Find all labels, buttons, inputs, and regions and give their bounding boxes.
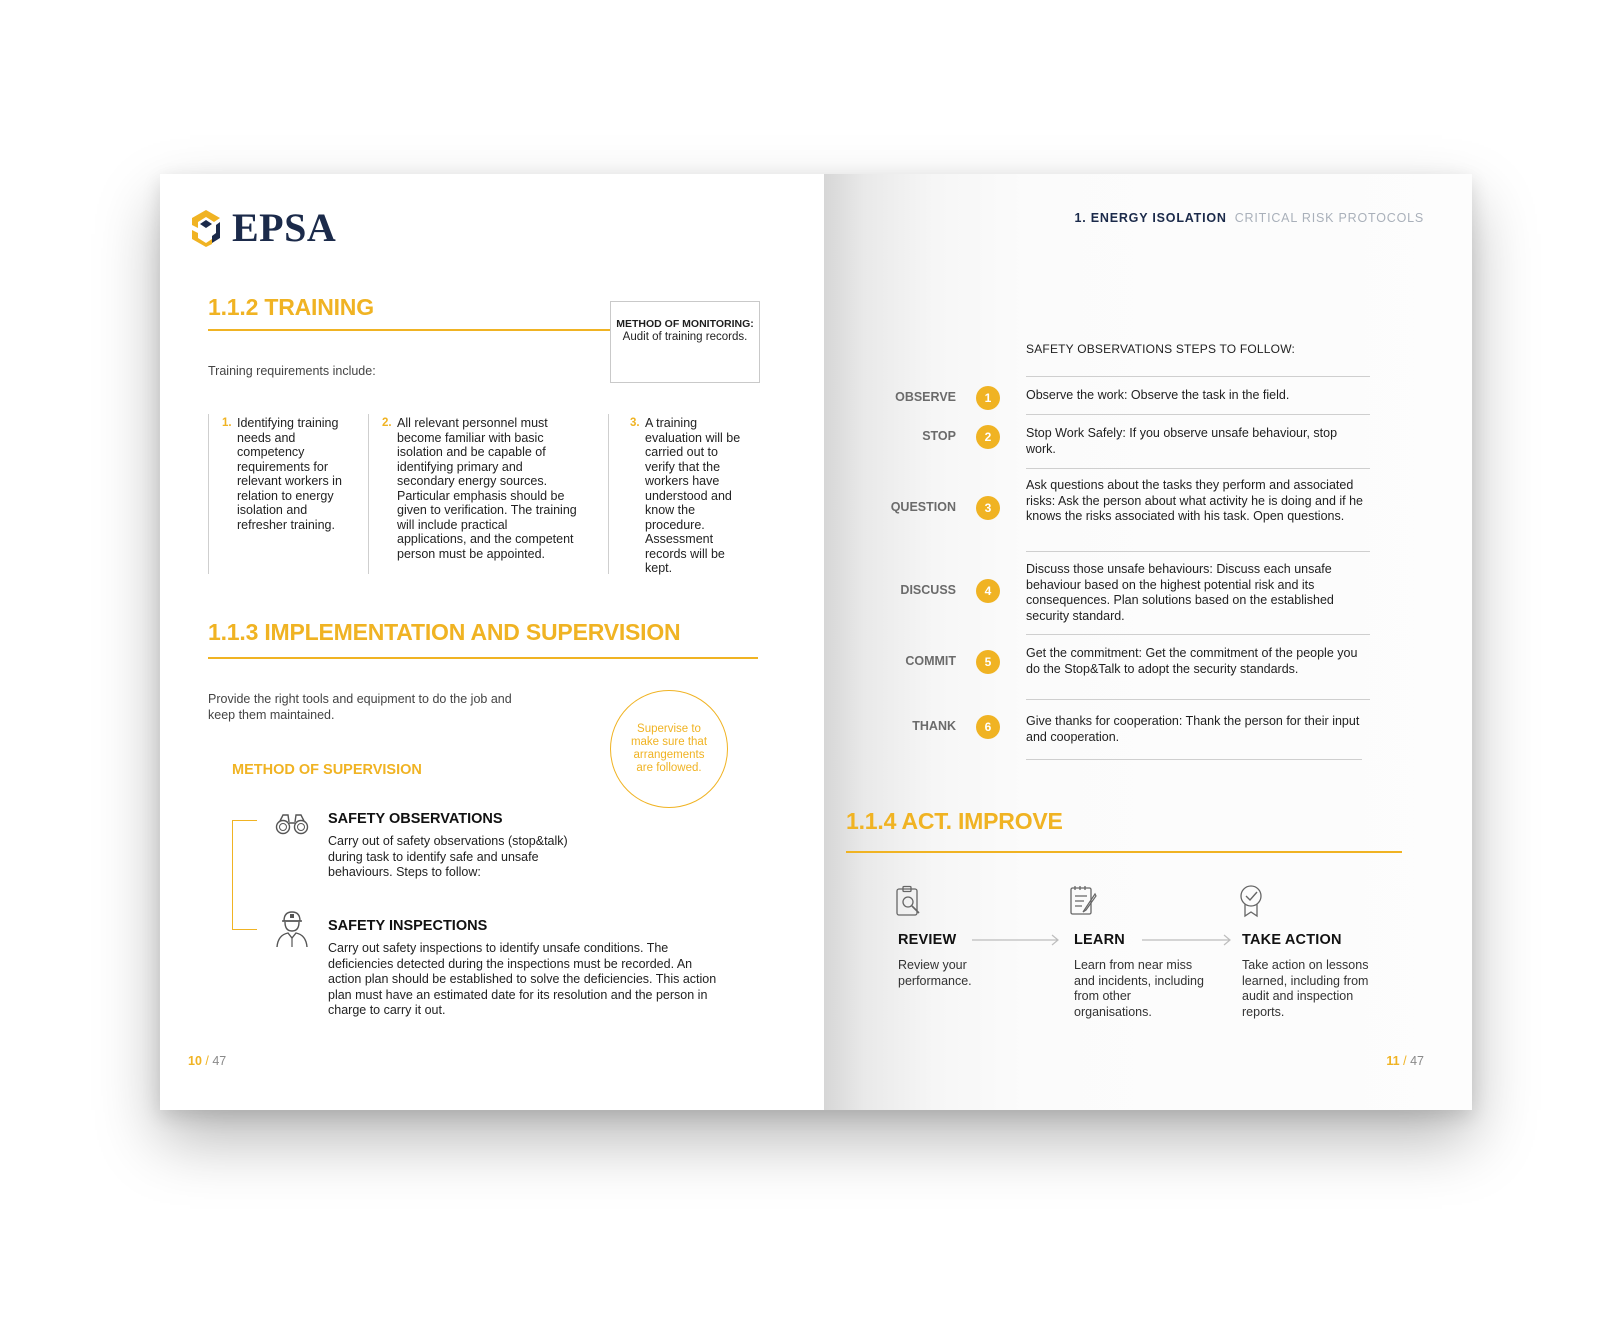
epsa-logo-icon — [186, 208, 226, 248]
step-number-badge: 6 — [976, 715, 1000, 739]
training-title: 1.1.2 TRAINING — [208, 294, 374, 320]
arrow-right-icon — [972, 934, 1062, 946]
step-number-badge: 3 — [976, 496, 1000, 520]
act-improve-underline — [846, 851, 1402, 853]
step-divider — [1026, 551, 1370, 552]
step-label-thank: THANK — [912, 719, 956, 733]
arrow-right-icon — [1142, 934, 1234, 946]
steps-heading: SAFETY OBSERVATIONS STEPS TO FOLLOW: — [1026, 342, 1296, 356]
step-text-observe: Observe the work: Observe the task in the field. — [1026, 388, 1290, 402]
item-text: Identifying training needs and competency requirements for relevant workers in relation to energy isolation and refresher training. — [237, 416, 342, 532]
implementation-title: 1.1.3 IMPLEMENTATION AND SUPERVISION — [208, 619, 681, 645]
step-label-commit: COMMIT — [905, 654, 956, 668]
column-divider — [208, 414, 209, 574]
right-page — [824, 174, 1472, 1110]
page-number-left — [188, 1054, 226, 1068]
award-badge-icon — [1236, 884, 1266, 918]
step-text-commit: Get the commitment: Get the commitment of the people you do the Stop&Talk to adopt the security standards. — [1026, 646, 1358, 676]
total-pages: 47 — [212, 1054, 227, 1068]
step-divider — [1026, 634, 1370, 635]
training-underline — [208, 329, 610, 331]
clipboard-search-icon — [894, 885, 924, 919]
worker-hardhat-icon — [274, 908, 310, 948]
step-divider — [1026, 699, 1370, 700]
current-page: 11 — [1386, 1054, 1400, 1068]
item-number: 2. — [382, 417, 392, 429]
monitoring-box — [610, 301, 760, 383]
step-divider — [1026, 414, 1370, 415]
step-text-discuss: Discuss those unsafe behaviours: Discuss each unsafe behaviour based on the highest potential risk and its consequences. Plan solutions based on the established security standard. — [1026, 562, 1334, 623]
item-number: 1. — [222, 417, 232, 429]
take-action-desc: Take action on lessons learned, including from audit and inspection reports. — [1242, 958, 1369, 1019]
safety-inspections-desc: Carry out safety inspections to identify unsafe conditions. The deficiencies detected during the inspections must be recorded. An action plan should be established to solve the deficiencies. This action plan must have an estimated date for its resolution and the person in charge to carry it out. — [328, 941, 717, 1017]
safety-observations-title: SAFETY OBSERVATIONS — [328, 811, 503, 827]
column-divider — [608, 414, 609, 574]
supervise-callout: Supervise to make sure that arrangements are followed. — [610, 690, 728, 808]
training-intro: Training requirements include: — [208, 364, 376, 378]
step-number-badge: 5 — [976, 650, 1000, 674]
item-text: All relevant personnel must become familiar with basic isolation and be capable of identifying primary and secondary energy sources. Particular emphasis should be given to verification. The training will include practical applications, and the competent person must be appointed. — [397, 416, 577, 561]
step-number-badge: 2 — [976, 425, 1000, 449]
method-of-supervision-label: METHOD OF SUPERVISION — [232, 762, 422, 778]
step-number-badge: 4 — [976, 579, 1000, 603]
take-action-title: TAKE ACTION — [1242, 932, 1342, 948]
implementation-underline — [208, 657, 758, 659]
current-page: 10 — [188, 1054, 202, 1068]
step-label-question: QUESTION — [890, 500, 956, 514]
header-category: CRITICAL RISK PROTOCOLS — [1234, 211, 1424, 225]
brochure-spread — [160, 174, 1472, 1110]
header-section: 1. ENERGY ISOLATION — [1074, 211, 1227, 225]
page-separator: / — [1403, 1054, 1407, 1068]
page-separator: / — [205, 1054, 209, 1068]
review-title: REVIEW — [898, 932, 957, 948]
step-divider — [1026, 376, 1370, 377]
step-text-question: Ask questions about the tasks they perform and associated risks: Ask the person about what activity he is doing and if he knows the risks associated with his task. Open questions. — [1026, 478, 1363, 523]
notebook-pen-icon — [1068, 884, 1098, 918]
supervision-bracket — [232, 820, 257, 930]
step-text-thank: Give thanks for cooperation: Thank the person for their input and cooperation. — [1026, 714, 1360, 744]
learn-desc: Learn from near miss and incidents, including from other organisations. — [1074, 958, 1204, 1019]
step-label-stop: STOP — [922, 429, 956, 443]
step-text-stop: Stop Work Safely: If you observe unsafe behaviour, stop work. — [1026, 426, 1338, 456]
step-label-observe: OBSERVE — [895, 390, 956, 404]
learn-title: LEARN — [1074, 932, 1125, 948]
step-label-discuss: DISCUSS — [900, 583, 956, 597]
step-number-badge: 1 — [976, 386, 1000, 410]
act-improve-title: 1.1.4 ACT. IMPROVE — [846, 808, 1063, 834]
monitoring-label: METHOD OF MONITORING: — [616, 318, 754, 330]
review-desc: Review your performance. — [898, 958, 972, 988]
brand-name: EPSA — [232, 205, 337, 250]
step-divider — [1026, 468, 1370, 469]
step-divider — [1026, 759, 1362, 760]
item-number: 3. — [630, 417, 640, 429]
left-page — [160, 174, 824, 1110]
page-header — [1074, 211, 1424, 225]
safety-inspections-title: SAFETY INSPECTIONS — [328, 918, 488, 934]
implementation-intro: Provide the right tools and equipment to do the job and keep them maintained. — [208, 692, 512, 722]
column-divider — [368, 414, 369, 574]
item-text: A training evaluation will be carried out to verify that the workers have understood and know the procedure. Assessment records will be kept. — [645, 416, 741, 575]
total-pages: 47 — [1410, 1054, 1424, 1068]
page-number-right — [1386, 1054, 1424, 1068]
safety-observations-desc: Carry out of safety observations (stop&talk) during task to identify safe and unsafe behaviours. Steps to follow: — [328, 834, 568, 879]
binoculars-icon — [274, 812, 310, 836]
monitoring-value: Audit of training records. — [622, 331, 748, 343]
